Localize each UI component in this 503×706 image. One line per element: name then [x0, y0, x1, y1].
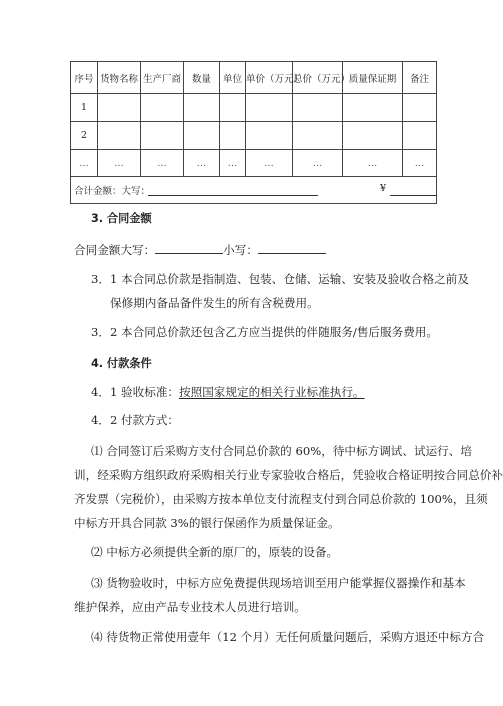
total-cell	[71, 177, 437, 204]
payment-item1-line3: 齐发票（完税价），由采购方按本单位支付流程支付到合同总价款的 100%，且须	[74, 492, 488, 506]
table-cell	[293, 94, 343, 122]
total-amount-label: 合计金额：大写：	[74, 186, 151, 197]
table-cell	[246, 122, 293, 150]
table-cell: …	[141, 150, 184, 177]
acceptance-standard-value: 按照国家规定的相关行业标准执行。	[179, 385, 365, 399]
table-cell: …	[403, 150, 437, 177]
table-cell	[343, 122, 403, 150]
currency-symbol: ¥	[380, 183, 387, 194]
table-row	[71, 150, 437, 177]
clause-4-1	[91, 385, 365, 399]
table-cell	[98, 94, 141, 122]
header-cell: 生产厂商	[141, 62, 184, 94]
total-lower-blank	[390, 195, 436, 196]
table-cell	[220, 122, 246, 150]
amount-upper-label: 合同金额大写：	[74, 243, 156, 257]
header-cell: 数量	[184, 62, 220, 94]
table-cell: …	[98, 150, 141, 177]
table-header-row	[71, 62, 437, 94]
amount-lower-blank	[258, 242, 326, 254]
table-cell	[403, 122, 437, 150]
table-cell: …	[184, 150, 220, 177]
header-cell: 质量保证期	[343, 62, 403, 94]
table-cell	[98, 122, 141, 150]
payment-item3-line2: 维护保养，应由产品专业技术人员进行培训。	[74, 600, 306, 614]
goods-table	[70, 61, 437, 204]
table-cell	[220, 94, 246, 122]
payment-item1-line4: 中标方开具合同款 3%的银行保函作为质量保证金。	[74, 516, 340, 530]
header-cell: 总价（万元）	[293, 62, 343, 94]
clause-3-2: 3．2 本合同总价款还包含乙方应当提供的伴随服务/售后服务费用。	[91, 325, 438, 339]
table-cell: 2	[71, 122, 98, 150]
table-cell: …	[293, 150, 343, 177]
payment-item4-line1: ⑷ 待货物正常使用壹年（12 个月）无任何质量问题后，采购方退还中标方合	[91, 630, 485, 644]
table-cell: …	[246, 150, 293, 177]
header-cell: 序号	[71, 62, 98, 94]
amount-upper-blank	[155, 242, 223, 254]
table-cell	[141, 94, 184, 122]
table-row	[71, 122, 437, 150]
payment-item3-line1: ⑶ 货物验收时，中标方应免费提供现场培训至用户能掌握仪器操作和基本	[91, 576, 466, 590]
header-cell: 备注	[403, 62, 437, 94]
header-cell: 货物名称	[98, 62, 141, 94]
total-upper-blank	[148, 195, 318, 196]
section3-heading: 3. 合同金额	[91, 212, 152, 225]
table-row	[71, 94, 437, 122]
table-total-row	[71, 177, 437, 204]
payment-item1-line1: ⑴ 合同签订后采购方支付合同总价款的 60%，待中标方调试、试运行、培	[91, 444, 472, 458]
clause-3-1-line2: 保修期内备品备件发生的所有含税费用。	[110, 296, 319, 310]
table-cell: …	[220, 150, 246, 177]
table-cell	[403, 94, 437, 122]
table-cell	[343, 94, 403, 122]
payment-item2: ⑵ 中标方必须提供全新的原厂的，原装的设备。	[91, 545, 339, 559]
clause-3-1-line1: 3．1 本合同总价款是指制造、包装、仓储、运输、安装及验收合格之前及	[91, 272, 469, 286]
table-cell	[141, 122, 184, 150]
acceptance-standard-label: 4．1 验收标准：	[91, 385, 180, 399]
clause-4-2: 4．2 付款方式：	[91, 413, 180, 427]
header-cell: 单位	[220, 62, 246, 94]
payment-item1-line2: 训，经采购方组织政府采购相关行业专家验收合格后，凭验收合格证明按合同总价补	[74, 468, 503, 482]
table-cell: …	[343, 150, 403, 177]
table-cell	[184, 94, 220, 122]
header-cell: 单价（万元）	[246, 62, 293, 94]
table-cell	[246, 94, 293, 122]
table-cell	[293, 122, 343, 150]
amount-lower-label: 小写：	[223, 243, 258, 257]
table-cell	[184, 122, 220, 150]
section4-heading: 4. 付款条件	[91, 357, 152, 370]
table-cell: …	[71, 150, 98, 177]
table-cell: 1	[71, 94, 98, 122]
contract-amount-line	[74, 242, 326, 257]
